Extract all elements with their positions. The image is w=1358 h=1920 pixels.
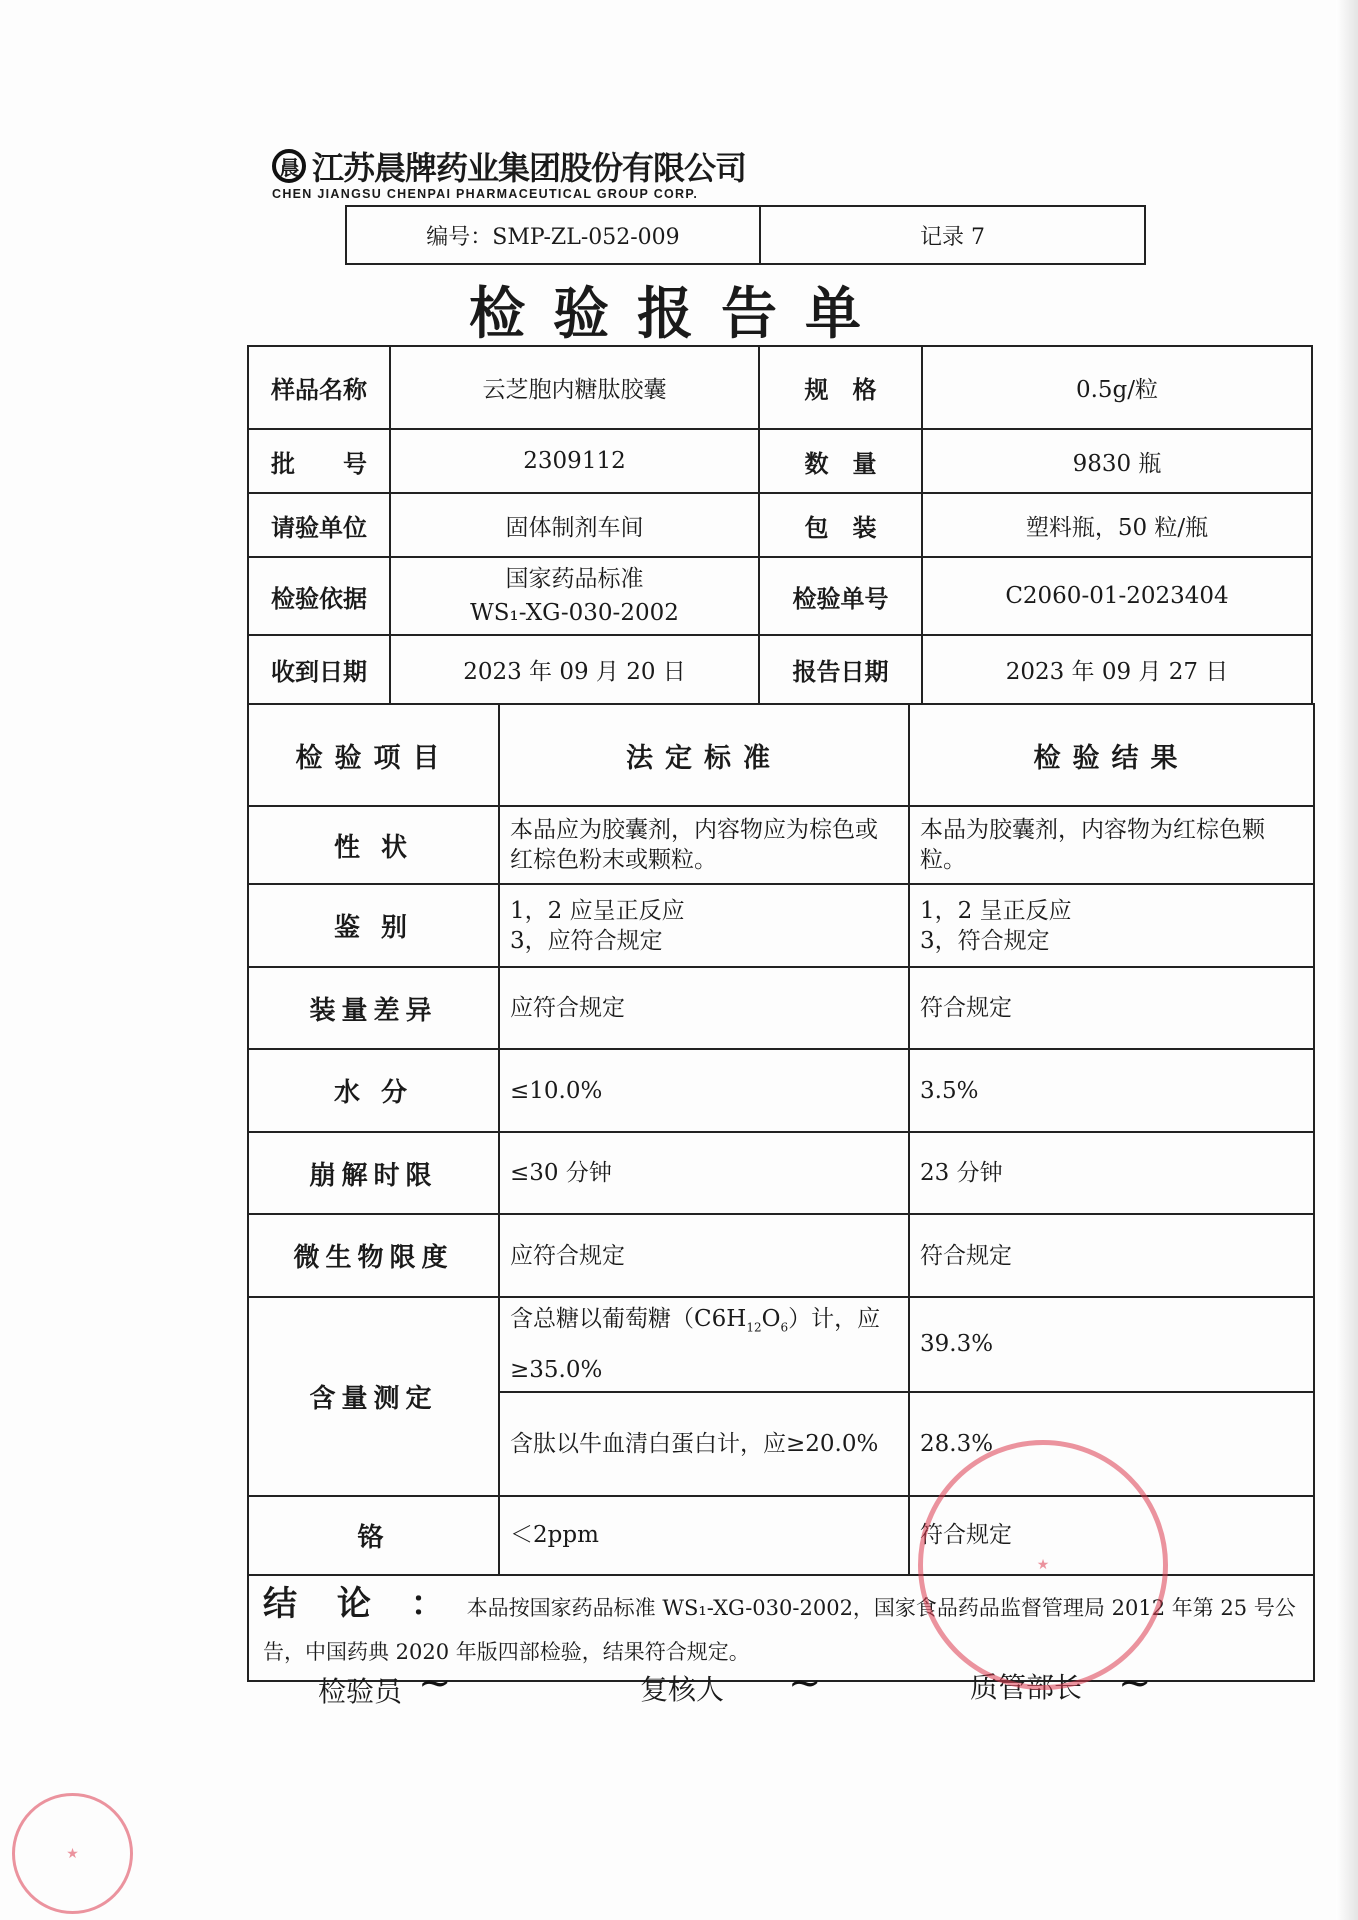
company-seal-stamp: ★ [918, 1440, 1168, 1690]
conclusion-text: 本品按国家药品标准 WS₁-XG-030-2002，国家食品药品监督管理局 2012 年第 25 号公告，中国药典 2020 年版四部检验，结果符合规定。 [263, 1595, 1296, 1664]
basis-line-2: WS₁-XG-030-2002 [470, 600, 679, 626]
qty-label: 数 量 [759, 429, 922, 493]
result-line: 1，2 呈正反应 [920, 897, 1072, 924]
table-row [248, 1214, 1314, 1297]
company-logo-icon: 晨 [272, 149, 306, 183]
row-item: 铬 [248, 1496, 499, 1575]
row-standard: ≤30 分钟 [499, 1132, 909, 1214]
result-line: 3，符合规定 [920, 927, 1050, 954]
report-date: 2023 年 09 月 27 日 [922, 635, 1312, 704]
standard-text: ）计，应≥35.0% [510, 1306, 881, 1383]
row-result [909, 884, 1314, 967]
row-standard: 含总糖以葡萄糖$(C6H_{12}O_6)$计，应≥35.0% [499, 1297, 909, 1392]
table-row [248, 1132, 1314, 1214]
signature-row [318, 1660, 1268, 1740]
row-item: 崩解时限 [248, 1132, 499, 1214]
table-row [248, 884, 1314, 967]
pack: 塑料瓶，50 粒/瓶 [922, 493, 1312, 557]
inspector-label: 检验员 [318, 1675, 403, 1708]
row-standard [499, 884, 909, 967]
row-result: 23 分钟 [909, 1132, 1314, 1214]
requester: 固体制剂车间 [390, 493, 759, 557]
table-row [248, 1297, 1314, 1392]
table-row [248, 806, 1314, 884]
company-name-en: CHEN JIANGSU CHENPAI PHARMACEUTICAL GROUP CORP. [272, 187, 699, 201]
table-row [248, 1049, 1314, 1132]
row-result: 3.5% [909, 1049, 1314, 1132]
row-result: 符合规定 [909, 967, 1314, 1049]
standard-line: 1，2 应呈正反应 [510, 897, 685, 924]
reviewer-signature: ~ [788, 1660, 822, 1706]
row-item: 性 状 [248, 806, 499, 884]
spec-label: 规 格 [759, 346, 922, 429]
qty: 9830 瓶 [922, 429, 1312, 493]
qa-head-signature: ~ [1118, 1660, 1152, 1706]
batch: 2309112 [390, 429, 759, 493]
basis-line-1: 国家药品标准 [505, 566, 644, 592]
row-result: 39.3% [909, 1297, 1314, 1392]
spec: 0.5g/粒 [922, 346, 1312, 429]
company-header [272, 143, 746, 201]
row-item: 鉴 别 [248, 884, 499, 967]
received-label: 收到日期 [248, 635, 390, 704]
test-no-label: 检验单号 [759, 557, 922, 635]
header-item: 检验项目 [248, 704, 499, 806]
company-name-cn: 江苏晨牌药业集团股份有限公司 [312, 149, 747, 187]
table-row [248, 967, 1314, 1049]
document-code-box [345, 205, 1146, 265]
inspector-signature: ~ [418, 1660, 452, 1706]
row-result: 28.3% [909, 1392, 1314, 1496]
row-standard: 本品应为胶囊剂，内容物应为棕色或红棕色粉末或颗粒。 [499, 806, 909, 884]
row-standard: ＜2ppm [499, 1496, 909, 1575]
requester-label: 请验单位 [248, 493, 390, 557]
row-item: 微生物限度 [248, 1214, 499, 1297]
row-result: 本品为胶囊剂，内容物为红棕色颗粒。 [909, 806, 1314, 884]
row-standard: 应符合规定 [499, 967, 909, 1049]
row-standard: 应符合规定 [499, 1214, 909, 1297]
basis-label: 检验依据 [248, 557, 390, 635]
basis [390, 557, 759, 635]
pack-label: 包 装 [759, 493, 922, 557]
reviewer-label: 复核人 [640, 1673, 725, 1706]
row-standard: ≤10.0% [499, 1049, 909, 1132]
sample-name-label: 样品名称 [248, 346, 390, 429]
record-number: 记录 7 [920, 224, 985, 250]
row-result: 符合规定 [909, 1496, 1314, 1575]
row-result: 符合规定 [909, 1214, 1314, 1297]
document-code: 编号：SMP-ZL-052-009 [347, 207, 761, 263]
row-item: 装量差异 [248, 967, 499, 1049]
qa-seal-stamp: ★ [12, 1793, 133, 1914]
test-no: C2060-01-2023404 [922, 557, 1312, 635]
sample-info-table [247, 345, 1313, 705]
batch-label: 批 号 [248, 429, 390, 493]
row-standard: 含肽以牛血清白蛋白计，应≥20.0% [499, 1392, 909, 1496]
conclusion-label: 结 论 ： [263, 1583, 459, 1624]
report-date-label: 报告日期 [759, 635, 922, 704]
page-title: 检验报告单 [469, 282, 889, 347]
standard-line: 3，应符合规定 [510, 927, 663, 954]
qa-head-label: 质管部长 [970, 1671, 1083, 1704]
row-item: 含量测定 [248, 1297, 499, 1496]
header-result: 检验结果 [909, 704, 1314, 806]
standard-text: 含总糖以葡萄糖（C [510, 1306, 712, 1332]
sample-name: 云芝胞内糖肽胶囊 [390, 346, 759, 429]
row-item: 水 分 [248, 1049, 499, 1132]
header-standard: 法定标准 [499, 704, 909, 806]
received-date: 2023 年 09 月 20 日 [390, 635, 759, 704]
